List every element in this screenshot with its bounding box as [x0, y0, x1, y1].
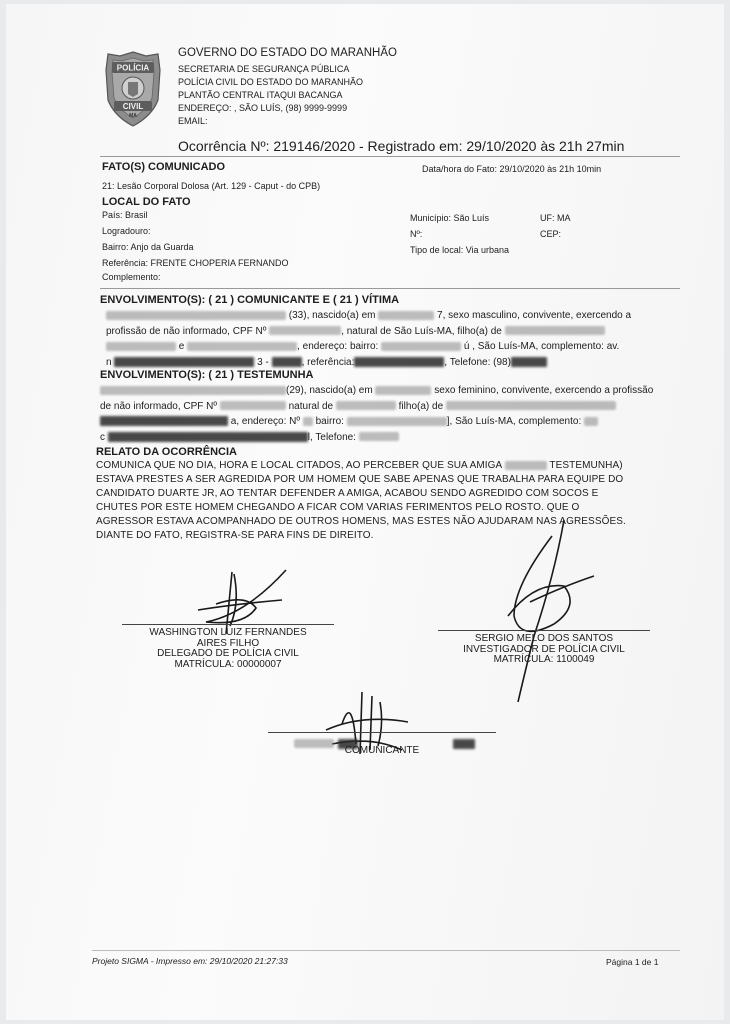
signer-registration: MATRÍCULA: 1100049: [493, 654, 595, 665]
local-heading: LOCAL DO FATO: [102, 196, 191, 208]
text-fragment: l, Telefone:: [307, 431, 356, 443]
police-badge-icon: [102, 50, 164, 128]
text-fragment: ú , São Luís-MA, complemento: av.: [463, 341, 620, 352]
divider: [100, 156, 680, 157]
occurrence-number: Ocorrência Nº: 219146/2020 - Registrado em: 29/10/2020 às 21h 27min: [178, 138, 625, 154]
relato-line: ESTAVA PRESTES A SER AGREDIDA POR UM HOMEM QUE SABE APENAS QUE TRABALHA PARA EQUIPE DO: [96, 474, 624, 485]
redacted-block: [354, 357, 444, 367]
redacted-block: [106, 311, 286, 320]
redacted-block: [100, 416, 228, 426]
text-fragment: filho(a) de: [398, 400, 444, 412]
redacted-block: [187, 342, 297, 351]
text-fragment: , Telefone: (98): [444, 356, 511, 368]
local-cep: CEP:: [540, 229, 562, 239]
local-tipo: Tipo de local: Via urbana: [410, 245, 510, 255]
signature-line: [122, 624, 334, 625]
redacted-block: [584, 417, 598, 426]
signer-registration: MATRÍCULA: 00000007: [174, 658, 282, 670]
signer-role: COMUNICANTE: [344, 745, 420, 756]
text-fragment: natural de: [288, 400, 334, 412]
text-fragment: , endereço: bairro:: [297, 341, 379, 352]
text-fragment: e: [178, 341, 185, 352]
redacted-block: [446, 401, 616, 410]
envolvimento-testemunha-text: [100, 383, 682, 445]
redacted-block: [505, 461, 547, 470]
relato-line: TESTEMUNHA): [549, 460, 623, 471]
header-government: GOVERNO DO ESTADO DO MARANHÃO: [178, 47, 397, 59]
signer-role: DELEGADO DE POLÍCIA CIVIL: [157, 648, 299, 659]
fato-datetime: Data/hora do Fato: 29/10/2020 às 21h 10min: [422, 164, 602, 174]
text-fragment: a, endereço: Nº: [230, 416, 301, 427]
signer-name: SERGIO MELO DOS SANTOS: [474, 633, 614, 644]
fato-description: 21: Lesão Corporal Dolosa (Art. 129 - Caput - do CPB): [102, 181, 321, 191]
redacted-block: [378, 311, 434, 320]
footer-page-number: Página 1 de 1: [606, 957, 659, 967]
fato-heading: FATO(S) COMUNICADO: [102, 161, 226, 173]
local-complemento: Complemento:: [102, 272, 161, 282]
relato-line: DIANTE DO FATO, REGISTRA-SE PARA FINS DE DIREITO.: [96, 530, 374, 541]
text-fragment: ], São Luís-MA, complemento:: [446, 416, 582, 427]
signature-investigador: [438, 634, 650, 666]
text-fragment: (33), nascido(a) em: [288, 310, 376, 321]
text-fragment: 3 -: [257, 356, 269, 368]
text-fragment: c: [100, 431, 105, 443]
local-referencia: Referência: FRENTE CHOPERIA FERNANDO: [102, 258, 289, 268]
text-fragment: n: [106, 356, 112, 368]
envolvimento-vitima-text: [106, 308, 682, 370]
text-fragment: sexo feminino, convivente, exercendo a profissão: [434, 385, 654, 396]
redacted-block: [511, 357, 547, 367]
redacted-block: [303, 417, 313, 426]
header-email: EMAIL:: [178, 116, 208, 126]
local-numero: Nº:: [410, 229, 423, 239]
relato-line: COMUNICA QUE NO DIA, HORA E LOCAL CITADOS, AO PERCEBER QUE SUA AMIGA: [96, 460, 502, 471]
local-bairro: Bairro: Anjo da Guarda: [102, 242, 194, 252]
header-endereco: ENDEREÇO: , SÃO LUÍS, (98) 9999-9999: [178, 103, 348, 113]
text-fragment: de não informado, CPF Nº: [100, 400, 218, 412]
text-fragment: , referência:: [301, 356, 355, 368]
redacted-block: [336, 401, 396, 410]
signature-delegado: [122, 628, 334, 670]
relato-line: CANDIDATO DUARTE JR, AO TENTAR DEFENDER A AMIGA, ACABOU SENDO AGREDIDO COM SOCOS E: [96, 488, 599, 499]
redacted-block: [106, 342, 176, 351]
text-fragment: (29), nascido(a) em: [286, 385, 373, 396]
signer-name: WASHINGTON LUIZ FERNANDES: [149, 627, 307, 638]
text-fragment: 7, sexo masculino, convivente, exercendo a: [437, 310, 632, 321]
envolvimento-testemunha-heading: ENVOLVIMENTO(S): ( 21 ) TESTEMUNHA: [100, 369, 314, 381]
redacted-block: [272, 357, 302, 367]
divider: [92, 950, 680, 951]
header-policia: POLÍCIA CIVIL DO ESTADO DO MARANHÃO: [178, 77, 364, 87]
document-page: [6, 4, 724, 1020]
text-fragment: bairro:: [315, 416, 344, 427]
redacted-block: [108, 432, 308, 442]
redacted-block: [220, 401, 286, 410]
relato-heading: RELATO DA OCORRÊNCIA: [96, 446, 237, 458]
divider: [100, 288, 680, 289]
signature-investigador-scribble: [494, 516, 604, 706]
envolvimento-vitima-heading: ENVOLVIMENTO(S): ( 21 ) COMUNICANTE E ( 21 ) VÍTIMA: [100, 294, 400, 306]
signature-comunicante: [268, 746, 496, 757]
local-municipio: Município: São Luís: [410, 213, 490, 223]
header-plantao: PLANTÃO CENTRAL ITAQUI BACANGA: [178, 90, 343, 100]
redacted-block: [505, 326, 605, 335]
badge-top-text: POLÍCIA: [116, 63, 150, 73]
signature-line: [438, 630, 650, 631]
text-fragment: profissão de não informado, CPF Nº: [106, 325, 267, 337]
redacted-block: [375, 386, 431, 395]
redacted-block: [347, 417, 447, 426]
header-secretaria: SECRETARIA DE SEGURANÇA PÚBLICA: [178, 64, 350, 74]
badge-state-text: MA: [129, 113, 137, 119]
local-pais: País: Brasil: [102, 210, 148, 220]
signer-role: INVESTIGADOR DE POLÍCIA CIVIL: [463, 643, 625, 655]
signature-line: [268, 732, 496, 733]
redacted-block: [359, 432, 399, 441]
relato-line: CHUTES POR ESTE HOMEM CHEGANDO A FICAR COM VARIAS FERIMENTOS PELO ROSTO. QUE O: [96, 502, 580, 513]
local-logradouro: Logradouro:: [102, 226, 151, 236]
signer-name-cont: AIRES FILHO: [196, 637, 260, 649]
redacted-block: [100, 386, 286, 395]
relato-line: AGRESSOR ESTAVA ACOMPANHADO DE OUTROS HOMENS, MAS ESTES NÃO AJUDARAM NAS AGRESSÕES.: [96, 516, 626, 527]
badge-bottom-text: CIVIL: [122, 102, 144, 111]
redacted-block: [381, 342, 461, 351]
redacted-block: [269, 326, 341, 335]
redacted-block: [114, 357, 254, 367]
local-uf: UF: MA: [540, 213, 571, 223]
footer-print-info: Projeto SIGMA - Impresso em: 29/10/2020 21:27:33: [92, 956, 288, 966]
text-fragment: , natural de São Luís-MA, filho(a) de: [341, 325, 502, 337]
